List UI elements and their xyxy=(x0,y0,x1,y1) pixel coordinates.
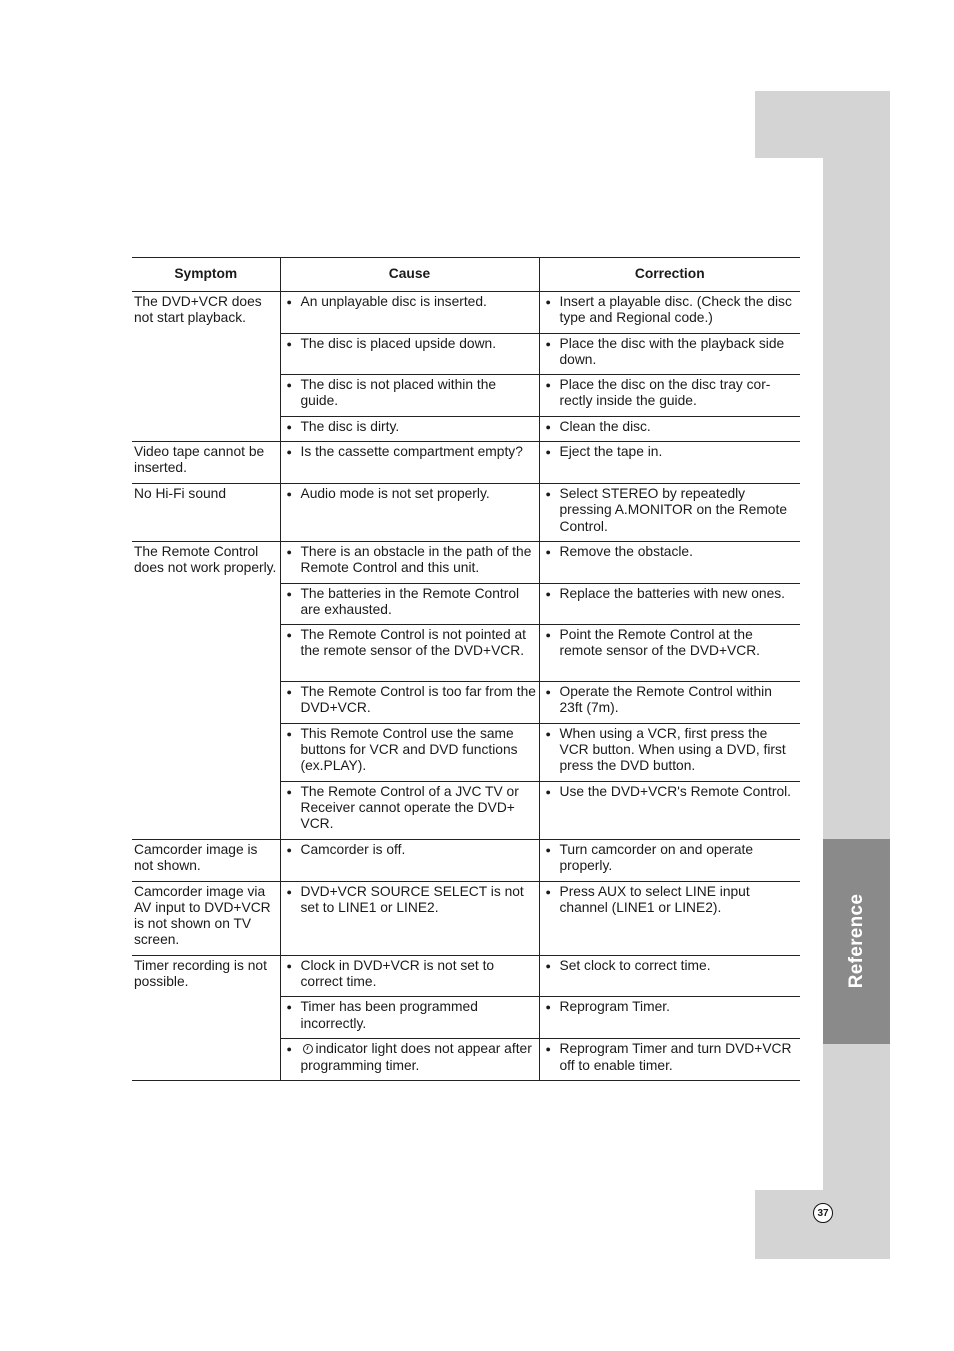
bullet-icon: ● xyxy=(545,1002,551,1013)
correction-cell xyxy=(539,781,800,839)
bullet-icon: ● xyxy=(286,886,292,897)
bullet-item xyxy=(546,884,799,917)
symptom-cell: The Remote Control does not work properly. xyxy=(132,541,280,839)
bullet-icon: ● xyxy=(286,380,292,391)
bullet-item xyxy=(546,544,799,560)
bullet-item xyxy=(287,684,537,717)
bullet-item xyxy=(546,958,799,974)
cause-text: The disc is not placed within the guide. xyxy=(300,377,497,409)
correction-text: Remove the obstacle. xyxy=(559,543,693,559)
cause-text: The Remote Control of a JVC TV or Receiver cannot operate the DVD+ VCR. xyxy=(300,783,519,832)
correction-cell xyxy=(539,625,800,682)
correction-text: Reprogram Timer. xyxy=(559,999,670,1015)
table-row xyxy=(132,881,800,955)
bullet-item xyxy=(287,958,537,991)
bullet-icon: ● xyxy=(286,728,292,739)
cause-text: An unplayable disc is inserted. xyxy=(300,294,487,309)
side-strip-bottom xyxy=(755,1190,890,1259)
correction-cell xyxy=(539,723,800,781)
cause-cell xyxy=(280,839,539,881)
cause-cell xyxy=(280,484,539,542)
bullet-icon: ● xyxy=(286,844,292,855)
correction-cell xyxy=(539,1039,800,1081)
bullet-icon: ● xyxy=(286,447,292,458)
correction-cell xyxy=(539,955,800,997)
bullet-icon: ● xyxy=(545,630,551,641)
bullet-item xyxy=(546,294,799,327)
table-row xyxy=(132,541,800,583)
table-row xyxy=(132,484,800,542)
bullet-item xyxy=(546,586,799,602)
bullet-icon: ● xyxy=(545,447,551,458)
cause-cell xyxy=(280,723,539,781)
bullet-icon: ● xyxy=(545,338,551,349)
table-body xyxy=(132,292,800,1081)
correction-text: When using a VCR, first press the VCR button. When using a DVD, first press the DVD button. xyxy=(559,725,786,774)
correction-cell xyxy=(539,484,800,542)
bullet-item xyxy=(287,444,537,460)
cause-cell xyxy=(280,375,539,417)
cause-cell xyxy=(280,881,539,955)
correction-cell xyxy=(539,442,800,484)
bullet-item xyxy=(287,544,537,577)
bullet-item xyxy=(287,586,537,619)
bullet-icon: ● xyxy=(545,886,551,897)
bullet-item xyxy=(546,999,799,1015)
header-symptom: Symptom xyxy=(132,258,280,292)
correction-cell xyxy=(539,881,800,955)
cause-text: Clock in DVD+VCR is not set to correct time. xyxy=(300,957,495,990)
symptom-cell: Camcorder image via AV input to DVD+VCR is not shown on TV screen. xyxy=(132,881,280,955)
correction-text: Press AUX to select LINE input channel (LINE1 or LINE2). xyxy=(559,883,750,915)
correction-text: Replace the batteries with new ones. xyxy=(559,585,785,601)
symptom-cell: No Hi-Fi sound xyxy=(132,484,280,542)
troubleshooting-table xyxy=(132,257,800,1081)
bullet-item xyxy=(546,419,799,435)
page-number: 37 xyxy=(813,1203,833,1223)
bullet-item xyxy=(546,684,799,717)
bullet-item xyxy=(287,377,537,410)
cause-text: The batteries in the Remote Control are exhausted. xyxy=(300,585,520,617)
correction-text: Point the Remote Control at the remote sensor of the DVD+VCR. xyxy=(559,627,761,659)
correction-text: Use the DVD+VCR's Remote Control. xyxy=(559,783,792,799)
cause-text: Is the cassette compartment empty? xyxy=(300,444,523,460)
correction-text: Turn camcorder on and operate properly. xyxy=(559,841,754,873)
correction-cell xyxy=(539,682,800,724)
correction-cell xyxy=(539,583,800,625)
bullet-icon: ● xyxy=(545,297,551,307)
cause-cell xyxy=(280,781,539,839)
bullet-icon: ● xyxy=(545,588,551,599)
bullet-item xyxy=(287,726,537,775)
table-row xyxy=(132,292,800,334)
symptom-cell: The DVD+VCR does not start playback. xyxy=(132,292,280,442)
bullet-item xyxy=(287,336,537,352)
cause-cell xyxy=(280,1039,539,1081)
timer-clock-icon xyxy=(303,1044,313,1054)
bullet-item xyxy=(546,444,799,460)
bullet-icon: ● xyxy=(545,1044,551,1055)
bullet-item xyxy=(546,1041,799,1074)
correction-text: Clean the disc. xyxy=(559,418,651,434)
cause-text: The Remote Control is not pointed at the remote sensor of the DVD+VCR. xyxy=(300,627,526,659)
bullet-icon: ● xyxy=(545,489,551,500)
bullet-icon: ● xyxy=(286,421,292,432)
bullet-item xyxy=(546,726,799,775)
correction-cell xyxy=(539,375,800,417)
bullet-item xyxy=(546,486,799,535)
cause-cell xyxy=(280,416,539,441)
bullet-item xyxy=(287,627,537,660)
bullet-icon: ● xyxy=(286,546,292,557)
table-header-row xyxy=(132,258,800,292)
bullet-item xyxy=(287,784,537,833)
symptom-cell: Camcorder image is not shown. xyxy=(132,839,280,881)
correction-cell xyxy=(539,333,800,375)
correction-cell xyxy=(539,997,800,1039)
symptom-cell: Timer recording is not possible. xyxy=(132,955,280,1080)
bullet-item xyxy=(287,419,537,435)
header-cause: Cause xyxy=(280,258,539,292)
cause-text: Camcorder is off. xyxy=(300,841,406,857)
bullet-icon: ● xyxy=(286,630,292,641)
cause-text-body: indicator light does not appear after programming timer. xyxy=(300,1041,532,1073)
correction-text: Set clock to correct time. xyxy=(559,957,711,973)
correction-text: Operate the Remote Control within 23ft (7m). xyxy=(559,684,772,716)
table-row xyxy=(132,955,800,997)
table-row xyxy=(132,839,800,881)
bullet-icon: ● xyxy=(286,489,292,500)
bullet-item xyxy=(287,294,537,310)
cause-text: Timer has been programmed incorrectly. xyxy=(300,999,478,1031)
cause-cell xyxy=(280,583,539,625)
correction-text: Place the disc on the disc tray cor-rectly inside the guide. xyxy=(559,377,771,409)
bullet-icon: ● xyxy=(545,960,551,971)
bullet-item xyxy=(287,842,537,858)
bullet-icon: ● xyxy=(545,844,551,855)
bullet-icon: ● xyxy=(545,687,551,698)
bullet-icon: ● xyxy=(286,297,292,307)
cause-text: Audio mode is not set properly. xyxy=(300,486,490,502)
bullet-icon: ● xyxy=(545,421,551,432)
side-strip xyxy=(823,158,890,1259)
cause-cell xyxy=(280,442,539,484)
bullet-icon: ● xyxy=(545,546,551,557)
cause-cell xyxy=(280,682,539,724)
bullet-icon: ● xyxy=(286,1044,292,1055)
correction-text: Insert a playable disc. (Check the disc type and Regional code.) xyxy=(559,294,792,326)
bullet-item xyxy=(546,336,799,369)
correction-text: Eject the tape in. xyxy=(559,444,663,460)
cause-text: The Remote Control is too far from the DVD+VCR. xyxy=(300,684,536,716)
bullet-item xyxy=(546,842,799,875)
bullet-icon: ● xyxy=(286,960,292,971)
correction-cell xyxy=(539,292,800,334)
cause-text: There is an obstacle in the path of the Remote Control and this unit. xyxy=(300,543,532,576)
cause-cell xyxy=(280,955,539,997)
bullet-icon: ● xyxy=(286,338,292,349)
bullet-icon: ● xyxy=(286,786,292,797)
header-correction: Correction xyxy=(539,258,800,292)
cause-text: The disc is dirty. xyxy=(300,418,400,434)
cause-text: DVD+VCR SOURCE SELECT is not set to LINE1 or LINE2. xyxy=(300,883,524,915)
bullet-item xyxy=(546,377,799,410)
correction-text: Place the disc with the playback side down. xyxy=(559,335,785,367)
symptom-cell: Video tape cannot be inserted. xyxy=(132,442,280,484)
correction-text: Select STEREO by repeatedly pressing A.MONITOR on the Remote Control. xyxy=(559,486,787,534)
bullet-item xyxy=(287,486,537,502)
cause-text: This Remote Control use the same buttons for VCR and DVD functions (ex.PLAY). xyxy=(300,725,518,774)
bullet-item xyxy=(546,627,799,660)
correction-cell xyxy=(539,839,800,881)
bullet-item xyxy=(287,884,537,917)
bullet-item xyxy=(287,999,537,1032)
correction-cell xyxy=(539,416,800,441)
bullet-icon: ● xyxy=(545,786,551,797)
cause-text xyxy=(301,1041,537,1074)
bullet-item xyxy=(546,784,799,800)
side-strip-top xyxy=(755,91,890,158)
cause-cell xyxy=(280,997,539,1039)
bullet-icon: ● xyxy=(545,380,551,391)
bullet-icon: ● xyxy=(286,1002,292,1013)
bullet-item xyxy=(287,1041,537,1074)
correction-cell xyxy=(539,541,800,583)
cause-cell xyxy=(280,541,539,583)
cause-cell xyxy=(280,625,539,682)
cause-text: The disc is placed upside down. xyxy=(300,335,497,351)
cause-cell xyxy=(280,333,539,375)
correction-text: Reprogram Timer and turn DVD+VCR off to enable timer. xyxy=(559,1041,792,1073)
cause-cell xyxy=(280,292,539,334)
bullet-icon: ● xyxy=(286,588,292,599)
bullet-icon: ● xyxy=(545,728,551,739)
reference-tab-label: Reference xyxy=(846,893,867,989)
bullet-icon: ● xyxy=(286,687,292,698)
table-row xyxy=(132,442,800,484)
